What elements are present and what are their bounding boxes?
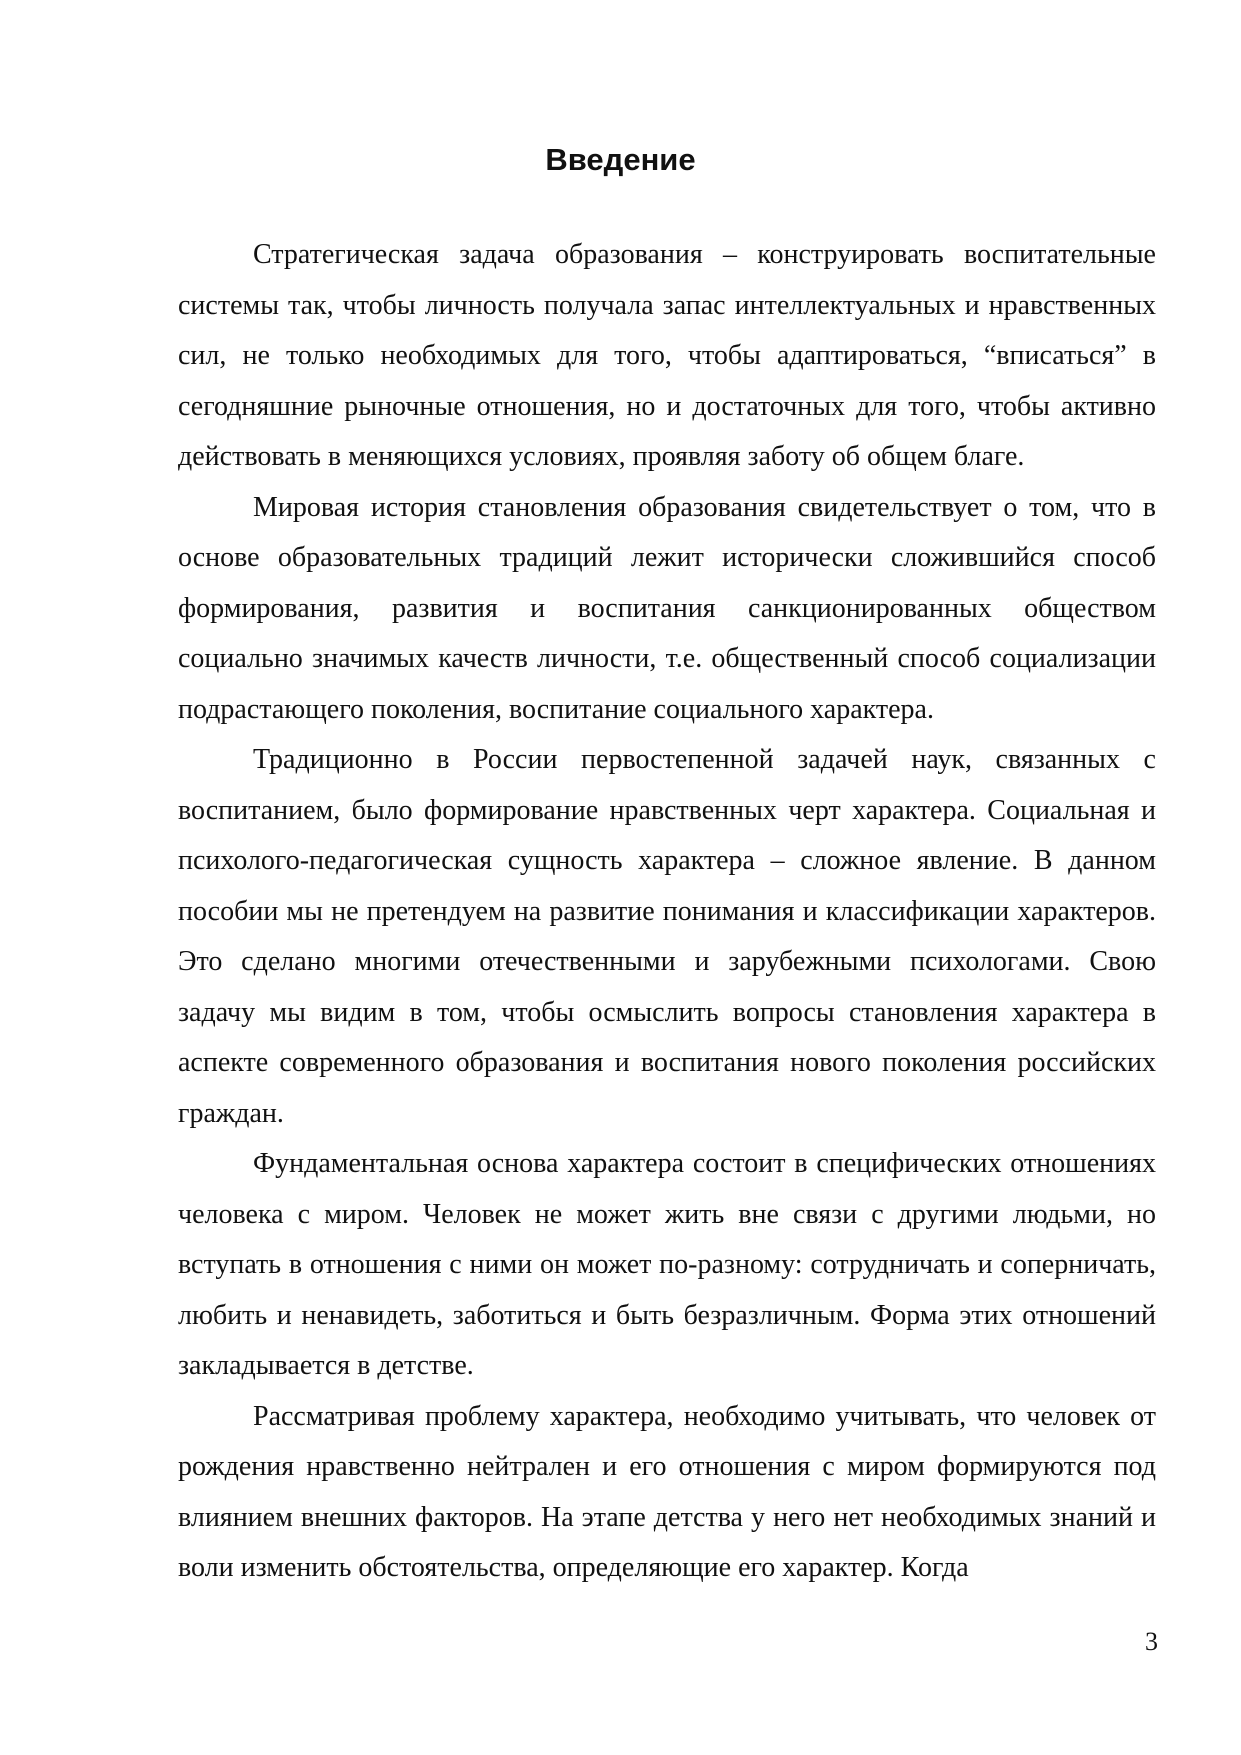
paragraph-1: Стратегическая задача образования – конструировать воспитательные системы так, чтобы личность получала запас интеллектуальных и нравственных сил, не только необходимых для того, чтобы адаптироваться, “вписаться” в сегодняшние рыночные отношения, но и достаточных для того, чтобы активно действовать в меняющихся условиях, проявляя заботу об общем благе. xyxy=(178,239,1156,472)
paragraph-4: Фундаментальная основа характера состоит в специфических отношениях человека с миром. Человек не может жить вне связи с другими людьми, но вступать в отношения с ними он может по-разному: сотрудничать и соперничать, любить и ненавидеть, заботиться и быть безразличным. Форма этих отношений закладывается в детстве. xyxy=(178,1148,1156,1381)
paragraph-5: Рассматривая проблему характера, необходимо учитывать, что человек от рождения нравственно нейтрален и его отношения с миром формируются под влиянием внешних факторов. На этапе детства у него нет необходимых знаний и воли изменить обстоятельства, определяющие его характер. Когда xyxy=(178,1400,1156,1583)
body-text xyxy=(178,230,1156,1594)
page-title: Введение xyxy=(545,142,696,177)
paragraph-3: Традиционно в России первостепенной задачей наук, связанных с воспитанием, было формирование нравственных черт характера. Социальная и психолого-педагогическая сущность характера – сложное явление. В данном пособии мы не претендуем на развитие понимания и классификации характеров. Это сделано многими отечественными и зарубежными психологами. Свою задачу мы видим в том, чтобы осмыслить вопросы становления характера в аспекте современного образования и воспитания нового поколения российских граждан. xyxy=(178,744,1156,1129)
paragraph-2: Мировая история становления образования свидетельствует о том, что в основе образовательных традиций лежит исторически сложившийся способ формирования, развития и воспитания санкционированных обществом социально значимых качеств личности, т.е. общественный способ социализации подрастающего поколения, воспитание социального характера. xyxy=(178,491,1156,725)
page-number: 3 xyxy=(1145,1627,1158,1656)
